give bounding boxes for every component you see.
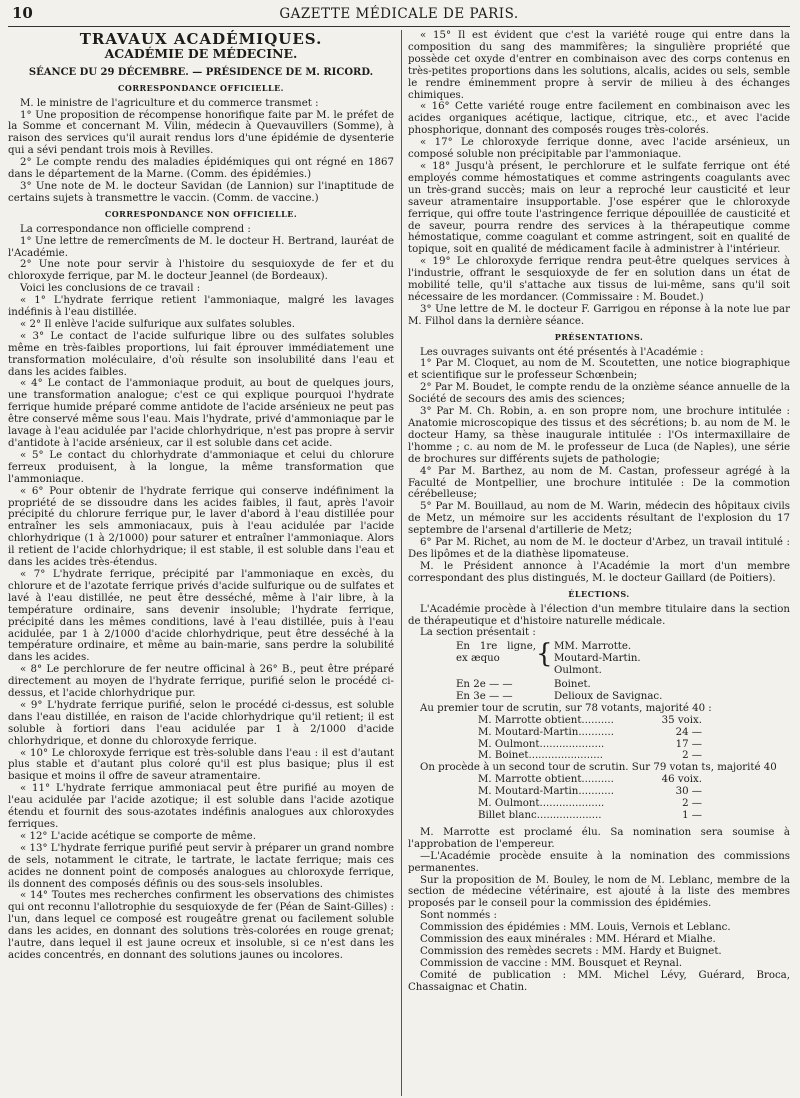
rank-label: En 3e [456,690,486,702]
article-columns [8,30,790,1096]
paragraph: « 1° L'hydrate ferrique retient l'ammoniaque, malgré les lavages indéfinis à l'eau distillée. [8,295,394,319]
vote-count: 30 — [675,786,702,798]
paragraph: 2° Une note pour servir à l'histoire du sesquioxyde de fer et du chloroxyde ferrique, par M. le docteur Jeannel (de Bordeaux). [8,259,394,283]
vote-row [408,727,790,739]
paragraph: « 13° L'hydrate ferrique purifié peut servir à préparer un grand nombre de sels, notamment le citrate, le tartrate, le lactate ferrique; mais ces acides ne donnent point de composés analogues au chloroxyde ferrique, ils donnent des composés définis ou des sous-sels insolubles. [8,842,394,890]
paragraph: « 8° Le perchlorure de fer neutre officinal à 26° B., peut être préparé directement au moyen de l'hydrate ferrique, purifié selon le procédé ci-dessus, et l'acide chlorhydrique pur. [8,664,394,700]
presentations-heading: PRÉSENTATIONS. [554,331,644,342]
brace-glyph: { [536,639,553,670]
paragraph: L'Académie procède à l'élection d'un membre titulaire dans la section de thérapeutique et d'histoire naturelle médicale. [408,603,790,627]
paragraph: « 16° Cette variété rouge entre facilement en combinaison avec les acides organiques acétique, lactique, citrique, etc., et avec l'acide phosphorique, donnant des composés rouges très-colorés. [408,101,790,137]
paragraph: « 4° Le contact de l'ammoniaque produit, au bout de quelques jours, une transformation analogue; c'est ce qui explique pourquoi l'hydrate ferrique humide préparé comme antidote de l'acide arsénieux ne peut pas être conservé même sous l'eau. Mais l'hydrate, privé d'ammoniaque par le lavage à l'eau acidulée par l'acide chlorhydrique, n'est pas propre à servir d'antidote à l'acide arsénieux, car il est soluble dans cet acide. [8,378,394,449]
paragraph: « 11° L'hydrate ferrique ammoniacal peut être purifié au moyen de l'eau acidulée par l'acide azotique; il est soluble dans l'acide azotique étendu et fournit des sous-azotates indéfinis analogues aux chloroxydes ferriques. [8,783,394,830]
official-correspondence-heading: CORRESPONDANCE OFFICIELLE. [118,82,284,93]
paragraph: Comité de publication : MM. Michel Lévy, Guérard, Broca, Chassaignac et Chatin. [408,969,790,993]
vote-candidate: M. Oulmont.................... [478,798,605,810]
vote-row [408,715,790,727]
second-line-label [408,679,536,691]
paragraph: Les ouvrages suivants ont été présentés à l'Académie : [420,346,704,358]
unofficial-correspondence-heading: CORRESPONDANCE NON OFFICIELLE. [104,208,298,219]
vote-count: 1 — [682,810,702,821]
paragraph: M. le Président annonce à l'Académie la mort d'un membre correspondant des plus distingués, M. le docteur Gaillard (de Poitiers). [408,560,790,584]
paragraph: 1° Une lettre de remercîments de M. le docteur H. Bertrand, lauréat de l'Académie. [8,235,394,259]
vote-row [408,786,790,798]
page-number: 10 [12,4,33,22]
unofficial-correspondence [8,224,394,962]
paragraph: Sur la proposition de M. Bouley, le nom de M. Leblanc, membre de la section de médecine vétérinaire, est ajouté à la liste des membres proposés par le conseil pour la commission des épidémies. [408,874,790,910]
paragraph: La correspondance non officielle comprend : [20,223,251,235]
paragraph: 6° Par M. Richet, au nom de M. le docteur d'Arbez, un travail intitulé : Des lipômes et de la diathèse lipomateuse. [408,537,790,560]
paragraph: « 3° Le contact de l'acide sulfurique libre ou des sulfates solubles même en très-faibles proportions, lui fait éprouver immédiatement une transformation moléculaire, d'où résulte son insolubilité dans l'eau et dans les acides faibles. [8,330,394,378]
paragraph: « 14° Toutes mes recherches confirment les observations des chimistes qui ont reconnu l'allotrophie du sesquioxyde de fer (Péan de Saint-Gilles) : l'un, dans lequel ce composé est rougeâtre grenat ou facilement soluble dans les acides, en donnant des solutions très-colorées en rouge grenat; l'autre, dans lequel il est jaune ocreux et insoluble, si ce n'est dans les acides concentrés, en donnant des solutions jaunes ou incolores. [8,890,394,961]
dash-label: — — [489,690,513,702]
paragraph: « 9° L'hydrate ferrique purifié, selon le procédé ci-dessus, est soluble dans l'eau distillée, en raison de l'acide chlorhydrique qu'il retient; il est soluble à fortiori dans l'eau acidulée par 1 à 2/1000 d'acide chlorhydrique, et donne du chloroxyde ferrique. [8,699,394,747]
right-column [408,30,790,1096]
presentations [408,347,790,585]
first-round-results [408,715,790,763]
candidate-name: Oulmont. [554,665,602,677]
running-head [8,4,790,27]
candidate-name: Boinet. [554,679,591,691]
second-round-text: On procède à un second tour de scrutin. Sur 79 votan ts, majorité 40 [420,762,777,774]
vote-candidate: M. Marrotte obtient.......... [478,774,614,786]
vote-candidate: M. Boinet....................... [478,750,603,762]
candidate-name: Delioux de Savignac. [554,690,663,702]
vote-count: 2 — [682,798,702,810]
elections-intro [408,604,790,640]
candidate-names [550,641,641,677]
official-correspondence [8,98,394,205]
paragraph: Commission de vaccine : MM. Bousquet et Reynal. [420,957,683,969]
paragraph: 2° Le compte rendu des maladies épidémiques qui ont régné en 1867 dans le département de la Marne. (Comm. des épidémies.) [8,157,394,181]
third-line-candidate [408,691,790,703]
first-line-candidates [408,641,790,677]
conclusions-continued [408,30,790,328]
column-rule [401,30,402,1096]
paragraph: 4° Par M. Barthez, au nom de M. Castan, professeur agrégé à la Faculté de Montpellier, une brochure intitulée : De la commotion cérébelleuse; [408,465,790,501]
paragraph: 1° Par M. Cloquet, au nom de M. Scoutetten, une notice biographique et scientifique sur le professeur Schœnbein; [408,358,790,382]
section-title: TRAVAUX ACADÉMIQUES. [79,30,323,48]
paragraph: « 2° Il enlève l'acide sulfurique aux sulfates solubles. [20,318,296,330]
paragraph: La section présentait : [420,627,536,639]
candidate-name: Moutard-Martin. [554,653,641,665]
paragraph: M. Marrotte est proclamé élu. Sa nomination sera soumise à l'approbation de l'empereur. [408,826,790,850]
vote-candidate: M. Oulmont.................... [478,738,605,750]
paragraph: « 12° L'acide acétique se comporte de même. [20,830,256,842]
dash-label: — — [489,679,513,691]
paragraph: « 10° Le chloroxyde ferrique est très-soluble dans l'eau : il est d'autant plus stable et d'autant plus coloré qu'il est plus basique; plus il est basique et moins il offre de saveur atramentaire. [8,747,394,783]
vote-count: 17 — [675,738,702,750]
paragraph: Sont nommés : [420,910,497,922]
first-line-label: En 1re ligne, ex æquo [456,641,536,665]
paragraph: —L'Académie procède ensuite à la nomination des commissions permanentes. [408,850,790,874]
paragraph: 3° Par M. Ch. Robin, a. en son propre nom, une brochure intitulée : Anatomie microscopique des tissus et des sécrétions; b. au nom de M. le docteur Hamy, sa thèse inaugurale intitulée : l'Os intermaxillaire de l'homme ; c. au nom de M. le professeur de Luca (de Naples), une série de brochures sur différents sujets de pathologie; [408,406,790,465]
session-heading: SÉANCE DU 29 DÉCEMBRE. — PRÉSIDENCE DE M. RICORD. [28,66,374,78]
vote-candidate: M. Marrotte obtient.......... [478,714,614,726]
journal-title: GAZETTE MÉDICALE DE PARIS. [279,6,519,22]
paragraph: « 6° Pour obtenir de l'hydrate ferrique qui conserve indéfiniment la propriété de se dissoudre dans les acides faibles, il faut, après l'avoir précipité du chlorure ferrique pur, le laver d'abord à l'eau distillée pour entraîner les sels ammoniacaux, puis à l'eau acidulée par l'acide chlorhydrique (1 à 2/1000) pour saturer et entraîner l'ammoniaque. Alors il retient de l'acide chlorhydrique; il est stable, il est soluble dans l'eau et dans les acides très-étendus. [8,485,394,569]
candidate-name: MM. Marrotte. [554,641,632,653]
vote-row [408,739,790,751]
paragraph: 1° Une proposition de récompense honorifique faite par M. le préfet de la Somme et concernant M. Vilin, médecin à Quevauvillers (Somme), à raison des services qu'il aurait rendus lors d'une épidémie de dysenterie qui a sévi pendant trois mois à Revilles. [8,109,394,157]
second-round-results [408,774,790,822]
paragraph: « 17° Le chloroxyde ferrique donne, avec l'acide arsénieux, un composé soluble non précipitable par l'ammoniaque. [408,137,790,161]
paragraph: « 15° Il est évident que c'est la variété rouge qui entre dans la composition du sang des mammifères; la singulière propriété que possède cet oxyde d'entrer en combinaison avec des corps contenus en très-petites proportions dans les solutions, alcalis, acides ou sels, semble le rendre éminemment propre à servir de milieu à des échanges chimiques. [408,30,790,101]
elections-heading: ÉLECTIONS. [568,588,630,599]
first-round-text: Au premier tour de scrutin, sur 78 votants, majorité 40 : [420,702,712,714]
second-line-candidate [408,679,790,691]
vote-row [408,750,790,762]
paragraph: « 19° Le chloroxyde ferrique rendra peut-être quelques services à l'industrie, offrant le sesquioxyde de fer en solution dans un état de mobilité telle, qu'il s'attache aux tissus de lui-même, sans qu'il soit nécessaire de les mordancer. (Commissaire : M. Boudet.) [408,256,790,303]
rank-label: En 2e [456,679,486,691]
vote-row [408,798,790,810]
paragraph: « 5° Le contact du chlorhydrate d'ammoniaque et celui du chlorure ferreux produisent, à la longue, la même transformation que l'ammoniaque. [8,449,394,485]
paragraph: Commission des épidémies : MM. Louis, Vernois et Leblanc. [420,922,731,934]
vote-candidate: M. Moutard-Martin........... [478,786,614,798]
paragraph: « 18° Jusqu'à présent, le perchlorure et le sulfate ferrique ont été employés comme hémostatiques et comme astringents coagulants avec un très-grand succès; mais on leur a reproché leur causticité et leur saveur atramentaire insupportable. J'ose espérer que le chloroxyde ferrique, qui offre toute l'astringence ferrique dépouillée de causticité et de saveur, pourra rendre des services à la thérapeutique comme hémostatique, comme coagulant et comme astringent, soit en qualité de topique, soit en qualité de médicament facile à administrer à l'intérieur. [408,160,790,256]
vote-candidate: M. Moutard-Martin........... [478,726,614,738]
paragraph: 5° Par M. Bouillaud, au nom de M. Warin, médecin des hôpitaux civils de Metz, un mémoire sur les accidents résultant de l'explosion du 17 septembre de l'arsenal d'artillerie de Metz; [408,501,790,537]
paragraph: « 7° L'hydrate ferrique, précipité par l'ammoniaque en excès, du chlorure et de l'azotate ferrique privés d'acide sulfurique ou de sulfates et lavé à l'eau distillée, ne peut être desséché, même à l'air libre, à la température ordinaire, sans devenir insoluble; l'hydrate ferrique, précipité dans les mêmes conditions, lavé à l'eau distillée, puis à l'eau acidulée, par 1 à 2/1000 d'acide chlorhydrique, peut être desséché à la température ordinaire, et même au bain-marie, sans perdre la solubilité dans les acides. [8,568,394,664]
paragraph: M. le ministre de l'agriculture et du commerce transmet : [20,97,319,109]
paragraph: Commission des remèdes secrets : MM. Hardy et Buignet. [420,945,722,957]
paragraph: 3° Une lettre de M. le docteur F. Garrigou en réponse à la note lue par M. Filhol dans la dernière séance. [408,303,790,327]
vote-count: 2 — [682,750,702,762]
paragraph: 2° Par M. Boudet, le compte rendu de la onzième séance annuelle de la Société de secours des amis des sciences; [408,382,790,406]
paragraph: Voici les conclusions de ce travail : [20,283,201,295]
vote-count: 46 voix. [661,774,702,786]
vote-count: 24 — [675,726,702,738]
vote-row [408,810,790,822]
paragraph: 3° Une note de M. le docteur Savidan (de Lannion) sur l'inaptitude de certains sujets à transmettre le vaccin. (Comm. de vaccine.) [8,180,394,204]
vote-candidate: Billet blanc.................... [478,810,602,821]
paragraph: Commission des eaux minérales : MM. Hérard et Mialhe. [420,934,716,946]
academy-title: ACADÉMIE DE MÉDECINE. [104,45,298,61]
vote-count: 35 voix. [661,714,702,726]
left-column [8,30,394,1096]
closing-paragraphs [408,827,790,994]
third-line-label [408,691,536,703]
vote-row [408,774,790,786]
